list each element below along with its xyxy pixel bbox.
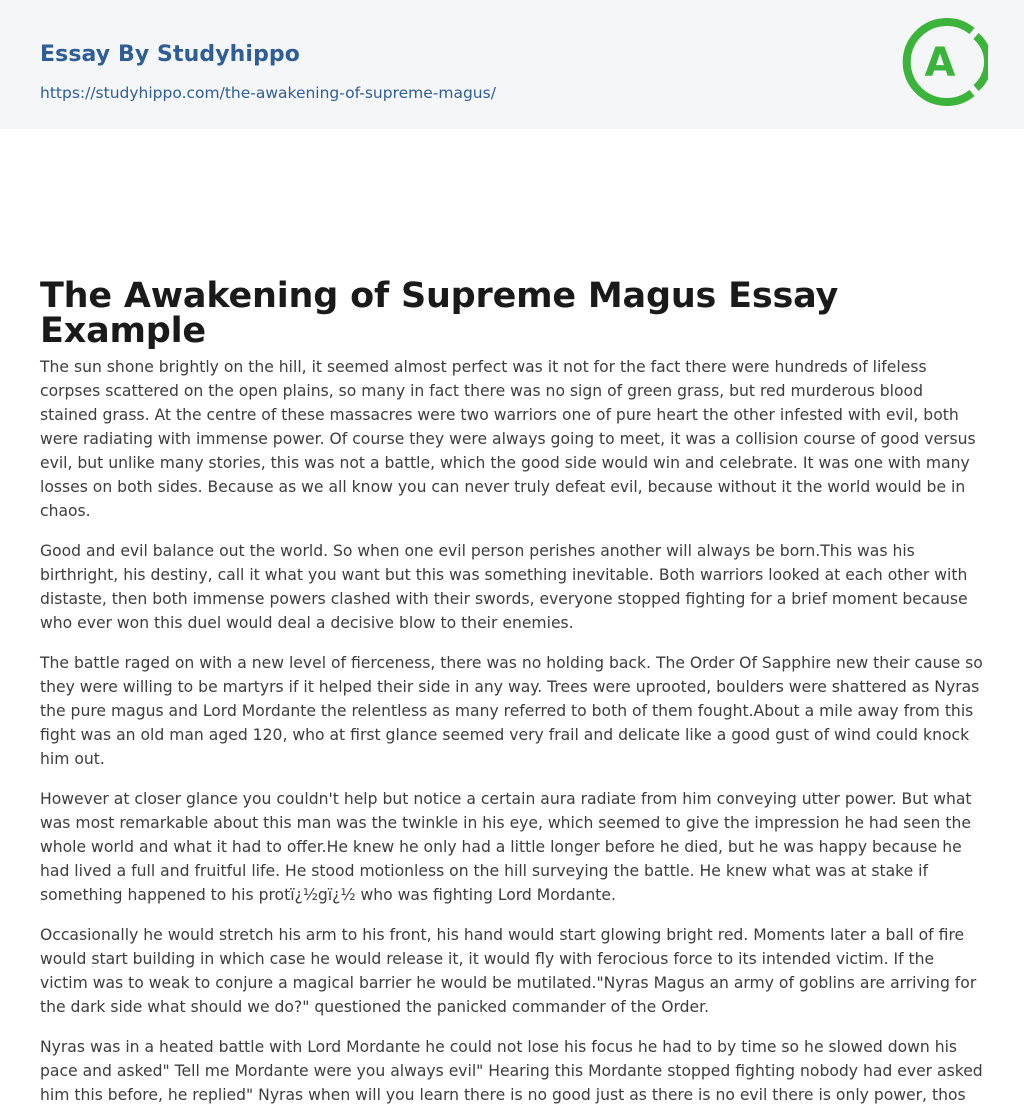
- studyhippo-logo-icon[interactable]: [900, 18, 988, 106]
- article-title: The Awakening of Supreme Magus Essay Example: [40, 276, 839, 351]
- brand-title[interactable]: Essay By Studyhippo: [40, 42, 300, 67]
- paragraph-3: The battle raged on with a new level of fierceness, there was no holding back. The Order Of Sapphire new their cause so they were willing to be martyrs if it helped their side in any way. Trees were uprooted, boulders were shattered as Nyras the pure magus and Lord Mordante the relentless as many referred to both of them fought.About a mile away from this fight was an old man aged 120, who at first glance seemed very frail and delicate like a good gust of wind could knock him out.: [40, 654, 983, 768]
- page-url-link[interactable]: https://studyhippo.com/the-awakening-of-supreme-magus/: [40, 84, 496, 102]
- paragraph-4: However at closer glance you couldn't help but notice a certain aura radiate from him conveying utter power. But what was most remarkable about this man was the twinkle in his eye, which seemed to give the impression he had seen the whole world and what it had to offer.He knew he only had a little longer before he died, but he was happy because he had lived a full and fruitful life. He stood motionless on the hill surveying the battle. He knew what was at stake if something happened to his protï¿½gï¿½ who was fighting Lord Mordante.: [40, 790, 972, 904]
- article: [0, 129, 1024, 1107]
- logo-letter: A: [924, 40, 956, 86]
- paragraph-2: Good and evil balance out the world. So when one evil person perishes another will always be born.This was his birthright, his destiny, call it what you want but this was something inevitable. Both warriors looked at each other with distaste, then both immense powers clashed with their swords, everyone stopped fighting for a brief moment because who ever won this duel would deal a decisive blow to their enemies.: [40, 542, 968, 632]
- site-header: [0, 0, 1024, 129]
- paragraph-5: Occasionally he would stretch his arm to his front, his hand would start glowing bright red. Moments later a ball of fire would start building in which case he would release it, it would fly with ferocious force to its intended victim. If the victim was to weak to conjure a magical barrier he would be mutilated."Nyras Magus an army of goblins are arriving for the dark side what should we do?" questioned the panicked commander of the Order.: [40, 926, 977, 1016]
- paragraph-1: The sun shone brightly on the hill, it seemed almost perfect was it not for the fact there were hundreds of lifeless corpses scattered on the open plains, so many in fact there was no sign of green grass, but red murderous blood stained grass. At the centre of these massacres were two warriors one of pure heart the other infested with evil, both were radiating with immense power. Of course they were always going to meet, it was a collision course of good versus evil, but unlike many stories, this was not a battle, which the good side would win and celebrate. It was one with many losses on both sides. Because as we all know you can never truly defeat evil, because without it the world would be in chaos.: [40, 358, 976, 520]
- paragraph-6: Nyras was in a heated battle with Lord Mordante he could not lose his focus he had to by time so he slowed down his pace and asked" Tell me Mordante were you always evil" Hearing this Mordante stopped fighting nobody had ever asked him this before, he replied" Nyras when will you learn there is no good just as there is no evil there is only power, thos: [40, 1038, 983, 1104]
